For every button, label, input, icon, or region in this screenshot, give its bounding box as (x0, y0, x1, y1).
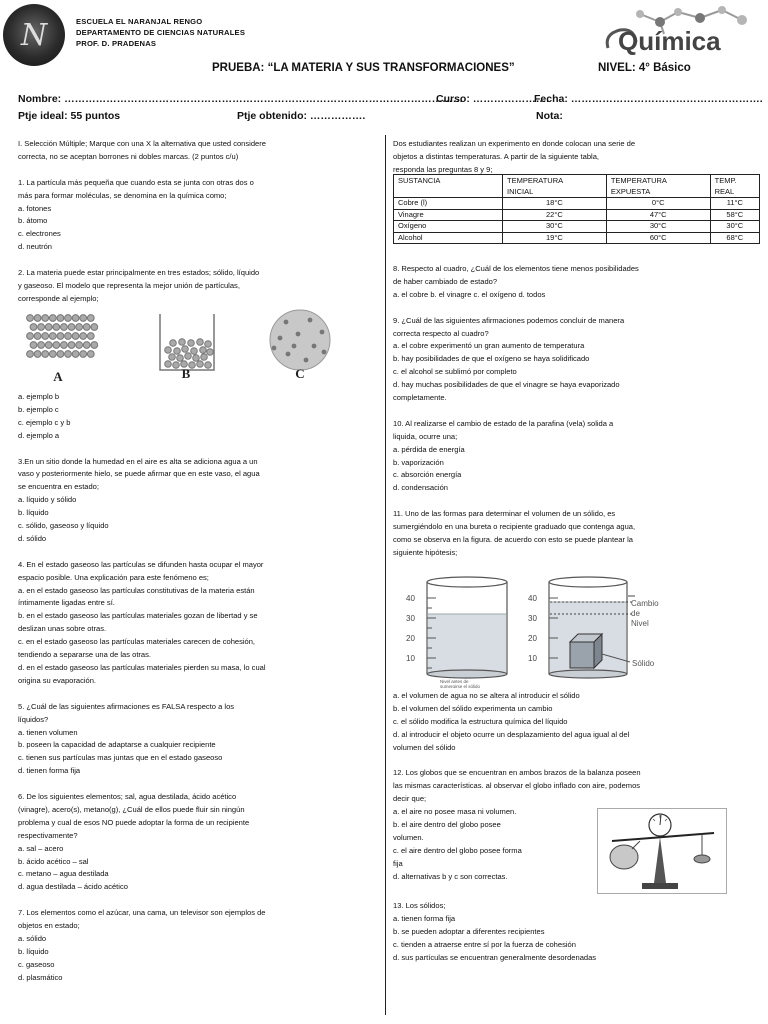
q12-options (393, 806, 593, 883)
header-line: EXPUESTA (610, 187, 651, 196)
teacher-name: PROF. D. PRADENAS (76, 39, 157, 48)
particle-a (27, 315, 34, 322)
question-text-line: c. sólido, gaseoso y líquido (18, 521, 109, 531)
question-text-line (18, 546, 380, 559)
question-text-line: a. el cobre experimentó un gran aumento de temperatura (393, 341, 585, 351)
particle-a (76, 342, 83, 349)
question-text-line: a. fotones (18, 203, 52, 213)
question-text-line: 9. ¿Cuál de las siguientes afirmaciones podemos concluir de manera (393, 315, 625, 325)
molecule-logo-icon (600, 4, 760, 56)
particle-b (200, 347, 207, 354)
header-line: INICIAL (507, 187, 534, 196)
question-text-line: sumergiéndolo en una bureta o recipiente graduado que contenga agua, (393, 522, 636, 532)
particle-b (191, 348, 198, 355)
particle-a (42, 351, 49, 358)
particle-c (304, 358, 309, 363)
right-column (393, 263, 759, 560)
question-text-line: b. poseen la capacidad de adaptarse a cualquier recipiente (18, 740, 216, 750)
intro-text-line: Dos estudiantes realizan un experimento en donde colocan una serie de (393, 139, 636, 148)
particle-a (61, 342, 68, 349)
particle-c (308, 318, 313, 323)
table-cell: 19°C (503, 232, 607, 244)
question-text-line: corresponde al ejemplo; (18, 293, 99, 303)
particle-a (34, 333, 41, 340)
question-text-line: 7. Los elementos como el azúcar, una cama, un televisor son ejemplos de (18, 908, 266, 918)
header-line: SUSTANCIA (398, 176, 441, 185)
particle-a (34, 315, 41, 322)
question-text-line: b. se pueden adoptar a diferentes recipientes (393, 926, 545, 936)
right-column-continued (393, 690, 759, 806)
tick-40-right: 40 (528, 594, 537, 603)
question-text-line (393, 405, 759, 418)
table-row (394, 209, 760, 221)
particle-b (197, 361, 204, 368)
option-text-line: d. alternativas b y c son correctas. (393, 871, 508, 881)
caption-solid: Sólido (632, 659, 655, 668)
question-text-line: (vinagre), acero(s), metano(g), ¿Cuál de ellos puede fluir sin ningún (18, 804, 245, 814)
particle-a (87, 333, 94, 340)
right-column-end (393, 900, 759, 965)
question-text-line: c. metano – agua destilada (18, 869, 109, 879)
model-label-a: A (53, 369, 63, 384)
particle-a (30, 342, 37, 349)
question-text-line: tendiendo a separarse una de las otras. (18, 650, 151, 660)
question-text-line: c. gaseoso (18, 959, 55, 969)
temperature-table (393, 174, 760, 244)
particle-c (312, 344, 317, 349)
question-text-line: objetos en estado; (18, 921, 80, 931)
ideal-score: Ptje ideal: 55 puntos (18, 110, 121, 122)
question-text-line: c. absorción energía (393, 470, 462, 480)
option-text-line: volumen. (393, 832, 424, 842)
particle-b (205, 341, 212, 348)
table-cell: 30°C (710, 221, 759, 233)
question-text-line: 5. ¿Cuál de las siguientes afirmaciones es FALSA respecto a los (18, 701, 235, 711)
question-text-line: problema y cual de esos NO puede adoptar la forma de un recipiente (18, 817, 250, 827)
particle-a (57, 351, 64, 358)
question-text-line: volumen del sólido (393, 742, 456, 752)
caption-change-1: Cambio (631, 599, 659, 608)
particle-b (173, 362, 180, 369)
left-column-continued (18, 391, 380, 985)
header-line: TEMPERATURA (507, 176, 564, 185)
question-text-line: 4. En el estado gaseoso las partículas se difunden hasta ocupar el mayor (18, 559, 264, 569)
brand-text: Química (618, 26, 721, 56)
question-text-line: d. neutrón (18, 242, 52, 252)
particle-b (205, 362, 212, 369)
particle-b (201, 354, 208, 361)
question-text-line: c. tienen sus partículas mas juntas que en el estado gaseoso (18, 753, 223, 763)
particle-a (91, 342, 98, 349)
question-text-line: I. Selección Múltiple; Marque con una X la alternativa que usted considere (18, 139, 266, 148)
particle-c (278, 336, 283, 341)
question-text-line: b. hay posibilidades de que el oxígeno se haya solidificado (393, 354, 590, 364)
question-text-line: d. sus partículas se encuentran generalmente desordenadas (393, 952, 597, 962)
question-text-line: 12. Los globos que se encuentran en ambos brazos de la balanza poseen (393, 768, 641, 778)
particle-a (53, 342, 60, 349)
particle-a (42, 333, 49, 340)
caption-before-1: Nivel antes de (440, 679, 469, 684)
question-text-line: respectivamente? (18, 830, 78, 840)
question-text-line: b. átomo (18, 216, 48, 226)
question-text-line: a. pérdida de energía (393, 444, 465, 454)
particle-b (193, 355, 200, 362)
table-cell: 68°C (710, 232, 759, 244)
particle-a (80, 333, 87, 340)
particle-a (83, 342, 90, 349)
particle-a (87, 315, 94, 322)
question-text-line: más para formar moléculas, se denomina en la química como; (18, 190, 227, 200)
model-label-c: C (295, 366, 305, 381)
caption-before-2: sumergirse el sólido (440, 684, 481, 688)
particle-a (65, 333, 72, 340)
particle-models-figure (22, 308, 358, 384)
particle-a (72, 351, 79, 358)
question-text-line: d. al introducir el objeto ocurre un desplazamiento del agua igual al del (393, 729, 630, 739)
particle-a (61, 324, 68, 331)
question-text-line: 3.En un sitio donde la humedad en el aire es alta se adiciona agua a un (18, 456, 258, 466)
school-name: ESCUELA EL NARANJAL RENGO (76, 17, 203, 26)
question-text-line (393, 302, 759, 315)
particle-b (207, 349, 214, 356)
particle-a (38, 324, 45, 331)
graduated-cylinders-icon (398, 576, 666, 688)
left-column (18, 138, 380, 306)
question-text-line: c. el alcohol se sublimó por completo (393, 367, 517, 377)
question-text-line: b. ejemplo c (18, 404, 59, 414)
question-text-line: d. hay muchas posibilidades de que el vinagre se haya evaporizado (393, 380, 620, 390)
question-text-line: 1. La partícula más pequeña que cuando esta se junta con otras dos o (18, 177, 254, 187)
particle-a (53, 324, 60, 331)
question-text-line: c. el sólido modifica la estructura química del líquido (393, 716, 568, 726)
balance-figure (597, 808, 727, 894)
tick-30-right: 30 (528, 614, 537, 623)
school-info (76, 16, 245, 49)
option-text-line: c. el aire dentro del globo posee forma (393, 845, 522, 855)
particle-a (57, 333, 64, 340)
particle-a (83, 324, 90, 331)
question-text-line: 10. Al realizarse el cambio de estado de la parafina (vela) solida a (393, 418, 614, 428)
model-label-b: B (181, 366, 191, 381)
question-text-line (18, 254, 380, 267)
question-text-line (18, 164, 380, 177)
particle-c (284, 320, 289, 325)
particle-a (27, 351, 34, 358)
particle-a (80, 315, 87, 322)
question-text-line: se encuentra en estado; (18, 482, 99, 492)
header-line: TEMP. (714, 176, 737, 185)
course-field[interactable]: Curso: …………………. (436, 93, 550, 105)
table-header-cell (503, 175, 607, 198)
logo-letter: N (20, 17, 48, 53)
question-text-line: a. el volumen de agua no se altera al introducir el sólido (393, 691, 580, 700)
tick-20-right: 20 (528, 634, 537, 643)
particle-a (34, 351, 41, 358)
question-text-line: c. ejemplo c y b (18, 417, 71, 427)
table-header-cell (710, 175, 759, 198)
question-text-line: correcta, no se aceptan borrones ni dobles marcas. (2 puntos c/u) (18, 151, 239, 161)
question-text-line: 2. La materia puede estar principalmente en tres estados; sólido, líquido (18, 268, 260, 278)
question-text-line: 13. Los sólidos; (393, 901, 446, 910)
question-text-line (18, 778, 380, 791)
tick-10-left: 10 (406, 654, 415, 663)
question-text-line: siguiente hipótesis; (393, 547, 458, 557)
question-text-line: como se observa en la figura. de acuerdo con esto se puede plantear la (393, 534, 633, 544)
option-text-line: fija (393, 858, 403, 868)
question-text-line: d. condensación (393, 483, 448, 493)
question-text-line: íntimamente ligadas entre sí. (18, 598, 115, 608)
table-cell: 0°C (606, 198, 710, 210)
particle-a (27, 333, 34, 340)
question-text-line: a. el cobre b. el vinagre c. el oxígeno d. todos (393, 289, 546, 299)
particle-models-icon (22, 308, 358, 384)
header-line: TEMPERATURA (610, 176, 667, 185)
question-text-line (393, 755, 759, 768)
question-text-line: d. tienen forma fija (18, 766, 81, 776)
question-text-line: b. líquido (18, 946, 49, 956)
particle-c (286, 352, 291, 357)
exam-level: NIVEL: 4° Básico (598, 62, 691, 74)
particle-a (45, 324, 52, 331)
particle-b (177, 355, 184, 362)
question-text-line: liquida, ocurre una; (393, 431, 458, 441)
header-line: REAL (714, 187, 735, 196)
particle-a (42, 315, 49, 322)
school-logo (3, 4, 65, 66)
particle-a (72, 315, 79, 322)
table-cell: 47°C (606, 209, 710, 221)
question-text-line: líquidos? (18, 714, 49, 724)
option-text-line: a. el aire no posee masa ni volumen. (393, 807, 517, 816)
question-text-line: deslizan unas sobre otras. (18, 624, 107, 634)
question-text-line: de haber cambiado de estado? (393, 276, 498, 286)
particle-a (91, 324, 98, 331)
option-text-line: b. el aire dentro del globo posee (393, 819, 501, 829)
table-cell: Alcohol (394, 232, 503, 244)
particle-a (49, 333, 56, 340)
table-row (394, 221, 760, 233)
name-field[interactable]: Nombre: …………………………………………………………………………………………………… (18, 93, 464, 105)
tick-30-left: 30 (406, 614, 415, 623)
question-text-line: a. líquido y sólido (18, 495, 77, 505)
particle-a (68, 324, 75, 331)
table-cell: 22°C (503, 209, 607, 221)
table-row (394, 198, 760, 210)
table-row (394, 232, 760, 244)
question-text-line: a. sólido (18, 933, 47, 943)
question-text-line: b. el volumen del sólido experimenta un cambio (393, 703, 553, 713)
question-text-line: d. en el estado gaseoso las partículas materiales pierden su masa, lo cual (18, 663, 266, 672)
table-cell: Oxígeno (394, 221, 503, 233)
particle-b (185, 353, 192, 360)
volume-figure (398, 576, 666, 688)
question-text-line: a. sal – acero (18, 843, 64, 853)
particle-b (188, 340, 195, 347)
question-text-line: a. ejemplo b (18, 392, 60, 401)
particle-a (65, 315, 72, 322)
particle-b (165, 361, 172, 368)
particle-b (169, 354, 176, 361)
question-text-line: 8. Respecto al cuadro, ¿Cuál de los elementos tiene menos posibilidades (393, 264, 639, 273)
particle-a (38, 342, 45, 349)
particle-b (197, 339, 204, 346)
intro-text-line: objetos a distintas temperaturas. A partir de la siguiente tabla, (393, 151, 599, 161)
particle-a (49, 351, 56, 358)
caption-change-2: de (631, 609, 640, 618)
question-text-line: b. en el estado gaseoso las partículas materiales gozan de libertad y se (18, 611, 258, 621)
question-text-line: decir que; (393, 794, 427, 804)
question-text-line: d. sólido (18, 533, 47, 543)
grade-field[interactable]: Nota: (536, 110, 563, 122)
table-cell: Cobre (l) (394, 198, 503, 210)
question-text-line: espacio posible. Una explicación para este fenómeno es; (18, 572, 209, 582)
particle-a (80, 351, 87, 358)
particle-c (322, 350, 327, 355)
question-text-line (393, 495, 759, 508)
particle-a (87, 351, 94, 358)
date-field[interactable]: Fecha: ………………………………………………. (534, 93, 763, 105)
question-text-line: d. plasmático (18, 972, 63, 982)
question-text-line: c. en el estado gaseoso las partículas materiales carecen de cohesión, (18, 637, 256, 647)
particle-a (30, 324, 37, 331)
particle-b (182, 346, 189, 353)
question-text-line (18, 894, 380, 907)
question-text-line: origina su evaporación. (18, 675, 97, 685)
particle-b (170, 340, 177, 347)
table-cell: 60°C (606, 232, 710, 244)
caption-change-3: Nivel (631, 619, 649, 628)
particle-b (174, 348, 181, 355)
question-text-line: a. tienen forma fija (393, 913, 456, 923)
question-text-line (18, 443, 380, 456)
particle-c (292, 344, 297, 349)
particle-a (57, 315, 64, 322)
particle-a (49, 315, 56, 322)
particle-a (76, 324, 83, 331)
table-header-cell (606, 175, 710, 198)
particle-a (68, 342, 75, 349)
table-cell: 30°C (503, 221, 607, 233)
column-divider (385, 135, 386, 1015)
particle-a (45, 342, 52, 349)
tick-10-right: 10 (528, 654, 537, 663)
question-text-line (18, 688, 380, 701)
question-text-line: las mismas características. al observar el globo inflado con aire, podemos (393, 781, 641, 791)
question-text-line: a. tienen volumen (18, 727, 78, 737)
table-header-cell (394, 175, 503, 198)
question-text-line: correcta respecto al cuadro? (393, 328, 489, 338)
tick-20-left: 20 (406, 634, 415, 643)
particle-c (272, 346, 277, 351)
question-text-line: 6. De los siguientes elementos; sal, agua destilada, ácido acético (18, 792, 237, 802)
quimica-logo (600, 4, 760, 56)
question-text-line: vaso y posteriormente hielo, se puede afirmar que en este vaso, el agua (18, 469, 260, 479)
department-name: DEPARTAMENTO DE CIENCIAS NATURALES (76, 28, 246, 37)
tick-40-left: 40 (406, 594, 415, 603)
table-cell: Vinagre (394, 209, 503, 221)
question-text-line: a. en el estado gaseoso las partículas constitutivas de la materia están (18, 585, 255, 595)
question-text-line: 11. Uno de las formas para determinar el volumen de un sólido, es (393, 509, 616, 519)
intro-text-line: responda las preguntas 8 y 9; (393, 164, 493, 174)
question-text-line: completamente. (393, 393, 447, 403)
question-text-line: d. ejemplo a (18, 430, 60, 440)
table-cell: 18°C (503, 198, 607, 210)
particle-c (320, 330, 325, 335)
question-text-line: y gaseoso. El modelo que representa la mejor unión de partículas, (18, 280, 240, 290)
table-cell: 58°C (710, 209, 759, 221)
balance-scale-icon (598, 809, 726, 893)
particle-a (65, 351, 72, 358)
exam-title: PRUEBA: “LA MATERIA Y SUS TRANSFORMACIONES” (212, 62, 515, 74)
particle-c (296, 332, 301, 337)
right-intro (393, 138, 759, 177)
question-text-line: c. electrones (18, 229, 61, 239)
question-text-line: d. agua destilada – ácido acético (18, 882, 128, 892)
question-text-line: b. vaporización (393, 457, 444, 467)
obtained-score-field[interactable]: Ptje obtenido: ……………. (237, 110, 366, 122)
particle-b (165, 347, 172, 354)
particle-a (72, 333, 79, 340)
question-text-line: b. ácido acético – sal (18, 856, 89, 866)
question-text-line: c. tienden a atraerse entre sí por la fuerza de cohesión (393, 939, 576, 949)
question-text-line: b. líquido (18, 508, 49, 518)
particle-b (179, 339, 186, 346)
table-cell: 30°C (606, 221, 710, 233)
table-cell: 11°C (710, 198, 759, 210)
